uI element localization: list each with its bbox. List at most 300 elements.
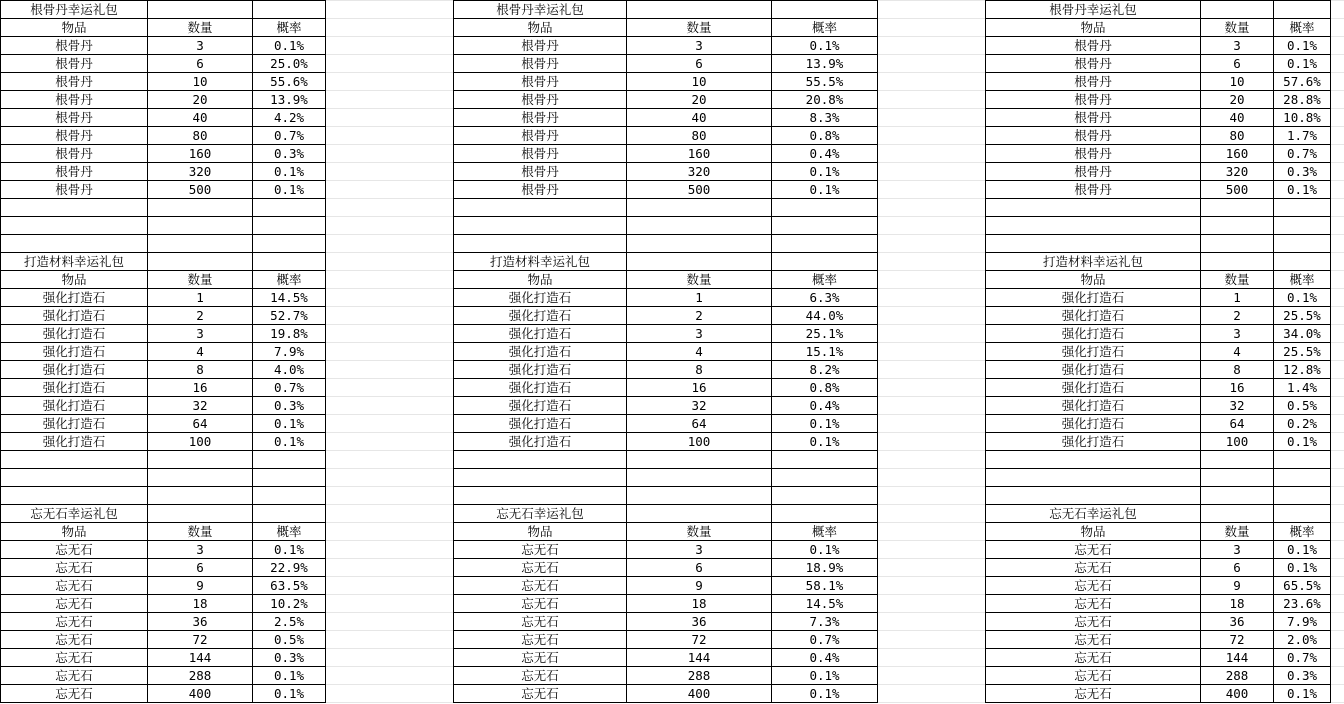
probability-cell[interactable]: 0.1% xyxy=(1274,55,1331,73)
probability-cell[interactable]: 0.3% xyxy=(253,649,326,667)
header-cell[interactable]: 数量 xyxy=(1201,271,1274,289)
probability-cell[interactable]: 1.7% xyxy=(1274,127,1331,145)
probability-cell[interactable]: 0.2% xyxy=(1274,415,1331,433)
quantity-cell[interactable]: 9 xyxy=(148,577,253,595)
empty-cell[interactable] xyxy=(1,235,148,253)
probability-cell[interactable]: 65.5% xyxy=(1274,577,1331,595)
empty-cell[interactable] xyxy=(772,253,878,271)
probability-cell[interactable]: 52.7% xyxy=(253,307,326,325)
empty-cell[interactable] xyxy=(1274,235,1331,253)
item-cell[interactable]: 强化打造石 xyxy=(1,397,148,415)
item-cell[interactable]: 忘无石 xyxy=(986,577,1201,595)
item-cell[interactable]: 强化打造石 xyxy=(454,325,627,343)
probability-cell[interactable]: 0.3% xyxy=(1274,667,1331,685)
header-cell[interactable]: 物品 xyxy=(454,523,627,541)
empty-cell[interactable] xyxy=(1,199,148,217)
probability-cell[interactable]: 7.3% xyxy=(772,613,878,631)
group-title-cell[interactable]: 根骨丹幸运礼包 xyxy=(454,1,627,19)
quantity-cell[interactable]: 400 xyxy=(148,685,253,703)
group-title-cell[interactable]: 根骨丹幸运礼包 xyxy=(1,1,148,19)
item-cell[interactable]: 忘无石 xyxy=(454,559,627,577)
empty-cell[interactable] xyxy=(627,487,772,505)
empty-cell[interactable] xyxy=(1274,505,1331,523)
item-cell[interactable]: 忘无石 xyxy=(454,667,627,685)
probability-cell[interactable]: 25.1% xyxy=(772,325,878,343)
item-cell[interactable]: 强化打造石 xyxy=(986,433,1201,451)
item-cell[interactable]: 强化打造石 xyxy=(986,361,1201,379)
empty-cell[interactable] xyxy=(986,487,1201,505)
quantity-cell[interactable]: 6 xyxy=(148,55,253,73)
empty-cell[interactable] xyxy=(454,469,627,487)
probability-cell[interactable]: 15.1% xyxy=(772,343,878,361)
probability-cell[interactable]: 0.3% xyxy=(253,145,326,163)
header-cell[interactable]: 物品 xyxy=(986,523,1201,541)
probability-cell[interactable]: 12.8% xyxy=(1274,361,1331,379)
empty-cell[interactable] xyxy=(253,199,326,217)
empty-cell[interactable] xyxy=(1274,487,1331,505)
empty-cell[interactable] xyxy=(627,217,772,235)
probability-cell[interactable]: 0.4% xyxy=(772,397,878,415)
quantity-cell[interactable]: 10 xyxy=(148,73,253,91)
empty-cell[interactable] xyxy=(454,199,627,217)
quantity-cell[interactable]: 80 xyxy=(627,127,772,145)
probability-cell[interactable]: 7.9% xyxy=(1274,613,1331,631)
probability-cell[interactable]: 6.3% xyxy=(772,289,878,307)
quantity-cell[interactable]: 100 xyxy=(627,433,772,451)
probability-cell[interactable]: 44.0% xyxy=(772,307,878,325)
item-cell[interactable]: 根骨丹 xyxy=(986,145,1201,163)
empty-cell[interactable] xyxy=(1274,1,1331,19)
group-title-cell[interactable]: 忘无石幸运礼包 xyxy=(454,505,627,523)
quantity-cell[interactable]: 144 xyxy=(627,649,772,667)
header-cell[interactable]: 概率 xyxy=(1274,19,1331,37)
probability-cell[interactable]: 4.0% xyxy=(253,361,326,379)
quantity-cell[interactable]: 20 xyxy=(627,91,772,109)
item-cell[interactable]: 根骨丹 xyxy=(986,91,1201,109)
item-cell[interactable]: 强化打造石 xyxy=(1,343,148,361)
probability-cell[interactable]: 14.5% xyxy=(772,595,878,613)
header-cell[interactable]: 物品 xyxy=(1,523,148,541)
quantity-cell[interactable]: 6 xyxy=(627,55,772,73)
quantity-cell[interactable]: 3 xyxy=(627,541,772,559)
quantity-cell[interactable]: 2 xyxy=(1201,307,1274,325)
probability-cell[interactable]: 0.1% xyxy=(1274,433,1331,451)
probability-cell[interactable]: 4.2% xyxy=(253,109,326,127)
probability-cell[interactable]: 23.6% xyxy=(1274,595,1331,613)
quantity-cell[interactable]: 6 xyxy=(627,559,772,577)
probability-cell[interactable]: 63.5% xyxy=(253,577,326,595)
empty-cell[interactable] xyxy=(253,1,326,19)
quantity-cell[interactable]: 1 xyxy=(1201,289,1274,307)
quantity-cell[interactable]: 10 xyxy=(627,73,772,91)
probability-cell[interactable]: 34.0% xyxy=(1274,325,1331,343)
quantity-cell[interactable]: 40 xyxy=(148,109,253,127)
empty-cell[interactable] xyxy=(1201,217,1274,235)
probability-cell[interactable]: 0.7% xyxy=(253,127,326,145)
empty-cell[interactable] xyxy=(772,199,878,217)
header-cell[interactable]: 概率 xyxy=(253,271,326,289)
probability-cell[interactable]: 0.1% xyxy=(253,667,326,685)
quantity-cell[interactable]: 8 xyxy=(627,361,772,379)
item-cell[interactable]: 强化打造石 xyxy=(454,289,627,307)
empty-cell[interactable] xyxy=(772,469,878,487)
probability-cell[interactable]: 0.8% xyxy=(772,127,878,145)
quantity-cell[interactable]: 64 xyxy=(148,415,253,433)
header-cell[interactable]: 概率 xyxy=(253,19,326,37)
empty-cell[interactable] xyxy=(772,1,878,19)
quantity-cell[interactable]: 100 xyxy=(148,433,253,451)
probability-cell[interactable]: 0.1% xyxy=(772,433,878,451)
probability-cell[interactable]: 0.4% xyxy=(772,649,878,667)
empty-cell[interactable] xyxy=(1,487,148,505)
empty-cell[interactable] xyxy=(772,217,878,235)
item-cell[interactable]: 忘无石 xyxy=(1,577,148,595)
empty-cell[interactable] xyxy=(627,469,772,487)
quantity-cell[interactable]: 400 xyxy=(1201,685,1274,703)
empty-cell[interactable] xyxy=(627,235,772,253)
empty-cell[interactable] xyxy=(1,451,148,469)
probability-cell[interactable]: 0.1% xyxy=(253,685,326,703)
item-cell[interactable]: 强化打造石 xyxy=(454,433,627,451)
empty-cell[interactable] xyxy=(454,487,627,505)
item-cell[interactable]: 强化打造石 xyxy=(986,397,1201,415)
quantity-cell[interactable]: 6 xyxy=(1201,55,1274,73)
probability-cell[interactable]: 0.1% xyxy=(253,541,326,559)
empty-cell[interactable] xyxy=(986,451,1201,469)
quantity-cell[interactable]: 4 xyxy=(627,343,772,361)
quantity-cell[interactable]: 16 xyxy=(1201,379,1274,397)
empty-cell[interactable] xyxy=(148,469,253,487)
probability-cell[interactable]: 0.1% xyxy=(1274,37,1331,55)
item-cell[interactable]: 强化打造石 xyxy=(1,289,148,307)
item-cell[interactable]: 根骨丹 xyxy=(1,127,148,145)
item-cell[interactable]: 忘无石 xyxy=(1,667,148,685)
empty-cell[interactable] xyxy=(1274,253,1331,271)
item-cell[interactable]: 根骨丹 xyxy=(1,91,148,109)
empty-cell[interactable] xyxy=(1,469,148,487)
item-cell[interactable]: 忘无石 xyxy=(986,667,1201,685)
quantity-cell[interactable]: 72 xyxy=(148,631,253,649)
header-cell[interactable]: 物品 xyxy=(986,271,1201,289)
item-cell[interactable]: 强化打造石 xyxy=(986,379,1201,397)
item-cell[interactable]: 根骨丹 xyxy=(454,163,627,181)
empty-cell[interactable] xyxy=(986,469,1201,487)
empty-cell[interactable] xyxy=(1201,487,1274,505)
probability-cell[interactable]: 0.1% xyxy=(1274,685,1331,703)
item-cell[interactable]: 忘无石 xyxy=(986,631,1201,649)
probability-cell[interactable]: 0.1% xyxy=(772,541,878,559)
probability-cell[interactable]: 14.5% xyxy=(253,289,326,307)
quantity-cell[interactable]: 3 xyxy=(148,541,253,559)
item-cell[interactable]: 根骨丹 xyxy=(454,145,627,163)
empty-cell[interactable] xyxy=(148,253,253,271)
probability-cell[interactable]: 19.8% xyxy=(253,325,326,343)
quantity-cell[interactable]: 18 xyxy=(148,595,253,613)
probability-cell[interactable]: 2.0% xyxy=(1274,631,1331,649)
quantity-cell[interactable]: 8 xyxy=(1201,361,1274,379)
quantity-cell[interactable]: 288 xyxy=(627,667,772,685)
probability-cell[interactable]: 2.5% xyxy=(253,613,326,631)
quantity-cell[interactable]: 8 xyxy=(148,361,253,379)
quantity-cell[interactable]: 3 xyxy=(148,325,253,343)
item-cell[interactable]: 忘无石 xyxy=(986,559,1201,577)
empty-cell[interactable] xyxy=(253,235,326,253)
empty-cell[interactable] xyxy=(627,1,772,19)
header-cell[interactable]: 概率 xyxy=(1274,523,1331,541)
probability-cell[interactable]: 20.8% xyxy=(772,91,878,109)
empty-cell[interactable] xyxy=(1201,199,1274,217)
empty-cell[interactable] xyxy=(772,487,878,505)
probability-cell[interactable]: 0.1% xyxy=(253,37,326,55)
probability-cell[interactable]: 0.1% xyxy=(253,181,326,199)
quantity-cell[interactable]: 3 xyxy=(627,37,772,55)
probability-cell[interactable]: 57.6% xyxy=(1274,73,1331,91)
empty-cell[interactable] xyxy=(772,505,878,523)
quantity-cell[interactable]: 4 xyxy=(148,343,253,361)
quantity-cell[interactable]: 9 xyxy=(627,577,772,595)
group-title-cell[interactable]: 打造材料幸运礼包 xyxy=(986,253,1201,271)
item-cell[interactable]: 忘无石 xyxy=(1,613,148,631)
header-cell[interactable]: 物品 xyxy=(986,19,1201,37)
probability-cell[interactable]: 0.4% xyxy=(772,145,878,163)
quantity-cell[interactable]: 400 xyxy=(627,685,772,703)
empty-cell[interactable] xyxy=(148,199,253,217)
group-title-cell[interactable]: 打造材料幸运礼包 xyxy=(454,253,627,271)
empty-cell[interactable] xyxy=(627,451,772,469)
item-cell[interactable]: 根骨丹 xyxy=(986,109,1201,127)
quantity-cell[interactable]: 40 xyxy=(627,109,772,127)
item-cell[interactable]: 忘无石 xyxy=(986,541,1201,559)
item-cell[interactable]: 强化打造石 xyxy=(454,361,627,379)
probability-cell[interactable]: 0.1% xyxy=(772,415,878,433)
header-cell[interactable]: 概率 xyxy=(253,523,326,541)
item-cell[interactable]: 强化打造石 xyxy=(1,361,148,379)
item-cell[interactable]: 强化打造石 xyxy=(454,397,627,415)
quantity-cell[interactable]: 3 xyxy=(148,37,253,55)
item-cell[interactable]: 强化打造石 xyxy=(1,307,148,325)
group-title-cell[interactable]: 根骨丹幸运礼包 xyxy=(986,1,1201,19)
probability-cell[interactable]: 0.7% xyxy=(772,631,878,649)
quantity-cell[interactable]: 144 xyxy=(1201,649,1274,667)
empty-cell[interactable] xyxy=(772,235,878,253)
item-cell[interactable]: 忘无石 xyxy=(986,685,1201,703)
quantity-cell[interactable]: 288 xyxy=(1201,667,1274,685)
empty-cell[interactable] xyxy=(627,505,772,523)
probability-cell[interactable]: 13.9% xyxy=(772,55,878,73)
item-cell[interactable]: 强化打造石 xyxy=(986,415,1201,433)
item-cell[interactable]: 强化打造石 xyxy=(1,433,148,451)
empty-cell[interactable] xyxy=(253,217,326,235)
probability-cell[interactable]: 8.2% xyxy=(772,361,878,379)
item-cell[interactable]: 忘无石 xyxy=(454,595,627,613)
empty-cell[interactable] xyxy=(148,505,253,523)
empty-cell[interactable] xyxy=(1201,451,1274,469)
probability-cell[interactable]: 28.8% xyxy=(1274,91,1331,109)
group-title-cell[interactable]: 打造材料幸运礼包 xyxy=(1,253,148,271)
quantity-cell[interactable]: 500 xyxy=(148,181,253,199)
header-cell[interactable]: 数量 xyxy=(627,523,772,541)
empty-cell[interactable] xyxy=(1274,469,1331,487)
item-cell[interactable]: 根骨丹 xyxy=(1,163,148,181)
empty-cell[interactable] xyxy=(148,451,253,469)
probability-cell[interactable]: 0.3% xyxy=(253,397,326,415)
quantity-cell[interactable]: 320 xyxy=(148,163,253,181)
probability-cell[interactable]: 55.5% xyxy=(772,73,878,91)
group-title-cell[interactable]: 忘无石幸运礼包 xyxy=(1,505,148,523)
item-cell[interactable]: 忘无石 xyxy=(1,685,148,703)
probability-cell[interactable]: 0.1% xyxy=(1274,559,1331,577)
header-cell[interactable]: 数量 xyxy=(1201,19,1274,37)
empty-cell[interactable] xyxy=(627,253,772,271)
quantity-cell[interactable]: 160 xyxy=(627,145,772,163)
quantity-cell[interactable]: 20 xyxy=(1201,91,1274,109)
item-cell[interactable]: 根骨丹 xyxy=(986,163,1201,181)
item-cell[interactable]: 根骨丹 xyxy=(986,37,1201,55)
item-cell[interactable]: 根骨丹 xyxy=(454,181,627,199)
probability-cell[interactable]: 0.1% xyxy=(253,415,326,433)
item-cell[interactable]: 忘无石 xyxy=(454,631,627,649)
quantity-cell[interactable]: 10 xyxy=(1201,73,1274,91)
empty-cell[interactable] xyxy=(454,217,627,235)
quantity-cell[interactable]: 32 xyxy=(1201,397,1274,415)
empty-cell[interactable] xyxy=(986,235,1201,253)
empty-cell[interactable] xyxy=(1274,217,1331,235)
probability-cell[interactable]: 0.1% xyxy=(1274,541,1331,559)
item-cell[interactable]: 强化打造石 xyxy=(1,325,148,343)
probability-cell[interactable]: 0.1% xyxy=(253,433,326,451)
quantity-cell[interactable]: 288 xyxy=(148,667,253,685)
header-cell[interactable]: 数量 xyxy=(627,19,772,37)
quantity-cell[interactable]: 160 xyxy=(1201,145,1274,163)
header-cell[interactable]: 概率 xyxy=(1274,271,1331,289)
item-cell[interactable]: 根骨丹 xyxy=(454,109,627,127)
empty-cell[interactable] xyxy=(148,1,253,19)
probability-cell[interactable]: 13.9% xyxy=(253,91,326,109)
header-cell[interactable]: 概率 xyxy=(772,271,878,289)
item-cell[interactable]: 强化打造石 xyxy=(986,325,1201,343)
probability-cell[interactable]: 0.5% xyxy=(1274,397,1331,415)
item-cell[interactable]: 忘无石 xyxy=(1,649,148,667)
group-title-cell[interactable]: 忘无石幸运礼包 xyxy=(986,505,1201,523)
probability-cell[interactable]: 0.1% xyxy=(1274,289,1331,307)
item-cell[interactable]: 强化打造石 xyxy=(986,343,1201,361)
item-cell[interactable]: 根骨丹 xyxy=(1,55,148,73)
probability-cell[interactable]: 25.0% xyxy=(253,55,326,73)
quantity-cell[interactable]: 36 xyxy=(1201,613,1274,631)
probability-cell[interactable]: 1.4% xyxy=(1274,379,1331,397)
quantity-cell[interactable]: 160 xyxy=(148,145,253,163)
item-cell[interactable]: 忘无石 xyxy=(454,613,627,631)
quantity-cell[interactable]: 500 xyxy=(1201,181,1274,199)
quantity-cell[interactable]: 100 xyxy=(1201,433,1274,451)
empty-cell[interactable] xyxy=(1274,451,1331,469)
probability-cell[interactable]: 0.1% xyxy=(772,685,878,703)
probability-cell[interactable]: 0.3% xyxy=(1274,163,1331,181)
probability-cell[interactable]: 0.7% xyxy=(253,379,326,397)
item-cell[interactable]: 忘无石 xyxy=(986,595,1201,613)
quantity-cell[interactable]: 72 xyxy=(1201,631,1274,649)
probability-cell[interactable]: 0.1% xyxy=(772,163,878,181)
quantity-cell[interactable]: 1 xyxy=(627,289,772,307)
item-cell[interactable]: 忘无石 xyxy=(454,541,627,559)
probability-cell[interactable]: 10.8% xyxy=(1274,109,1331,127)
probability-cell[interactable]: 0.1% xyxy=(1274,181,1331,199)
empty-cell[interactable] xyxy=(1201,235,1274,253)
header-cell[interactable]: 数量 xyxy=(1201,523,1274,541)
probability-cell[interactable]: 0.1% xyxy=(253,163,326,181)
quantity-cell[interactable]: 4 xyxy=(1201,343,1274,361)
header-cell[interactable]: 概率 xyxy=(772,19,878,37)
quantity-cell[interactable]: 36 xyxy=(148,613,253,631)
item-cell[interactable]: 忘无石 xyxy=(1,631,148,649)
item-cell[interactable]: 根骨丹 xyxy=(986,73,1201,91)
item-cell[interactable]: 根骨丹 xyxy=(454,55,627,73)
quantity-cell[interactable]: 1 xyxy=(148,289,253,307)
header-cell[interactable]: 物品 xyxy=(1,271,148,289)
item-cell[interactable]: 根骨丹 xyxy=(986,181,1201,199)
item-cell[interactable]: 根骨丹 xyxy=(1,73,148,91)
probability-cell[interactable]: 0.7% xyxy=(1274,649,1331,667)
empty-cell[interactable] xyxy=(1201,253,1274,271)
probability-cell[interactable]: 18.9% xyxy=(772,559,878,577)
quantity-cell[interactable]: 2 xyxy=(148,307,253,325)
probability-cell[interactable]: 55.6% xyxy=(253,73,326,91)
quantity-cell[interactable]: 3 xyxy=(1201,541,1274,559)
item-cell[interactable]: 忘无石 xyxy=(454,685,627,703)
quantity-cell[interactable]: 9 xyxy=(1201,577,1274,595)
empty-cell[interactable] xyxy=(253,487,326,505)
item-cell[interactable]: 根骨丹 xyxy=(1,181,148,199)
header-cell[interactable]: 数量 xyxy=(148,271,253,289)
item-cell[interactable]: 强化打造石 xyxy=(454,415,627,433)
item-cell[interactable]: 忘无石 xyxy=(454,649,627,667)
quantity-cell[interactable]: 18 xyxy=(1201,595,1274,613)
quantity-cell[interactable]: 80 xyxy=(148,127,253,145)
empty-cell[interactable] xyxy=(986,217,1201,235)
quantity-cell[interactable]: 72 xyxy=(627,631,772,649)
item-cell[interactable]: 根骨丹 xyxy=(986,127,1201,145)
header-cell[interactable]: 物品 xyxy=(454,271,627,289)
header-cell[interactable]: 数量 xyxy=(148,19,253,37)
empty-cell[interactable] xyxy=(253,451,326,469)
empty-cell[interactable] xyxy=(1201,469,1274,487)
header-cell[interactable]: 数量 xyxy=(627,271,772,289)
empty-cell[interactable] xyxy=(253,469,326,487)
item-cell[interactable]: 忘无石 xyxy=(1,559,148,577)
item-cell[interactable]: 忘无石 xyxy=(1,595,148,613)
empty-cell[interactable] xyxy=(454,235,627,253)
quantity-cell[interactable]: 32 xyxy=(627,397,772,415)
item-cell[interactable]: 忘无石 xyxy=(986,613,1201,631)
quantity-cell[interactable]: 18 xyxy=(627,595,772,613)
item-cell[interactable]: 根骨丹 xyxy=(1,37,148,55)
quantity-cell[interactable]: 20 xyxy=(148,91,253,109)
quantity-cell[interactable]: 320 xyxy=(627,163,772,181)
quantity-cell[interactable]: 32 xyxy=(148,397,253,415)
item-cell[interactable]: 根骨丹 xyxy=(454,91,627,109)
item-cell[interactable]: 强化打造石 xyxy=(1,379,148,397)
empty-cell[interactable] xyxy=(253,505,326,523)
quantity-cell[interactable]: 16 xyxy=(148,379,253,397)
header-cell[interactable]: 物品 xyxy=(1,19,148,37)
item-cell[interactable]: 忘无石 xyxy=(454,577,627,595)
empty-cell[interactable] xyxy=(1274,199,1331,217)
quantity-cell[interactable]: 2 xyxy=(627,307,772,325)
quantity-cell[interactable]: 6 xyxy=(1201,559,1274,577)
empty-cell[interactable] xyxy=(627,199,772,217)
item-cell[interactable]: 强化打造石 xyxy=(454,379,627,397)
probability-cell[interactable]: 58.1% xyxy=(772,577,878,595)
